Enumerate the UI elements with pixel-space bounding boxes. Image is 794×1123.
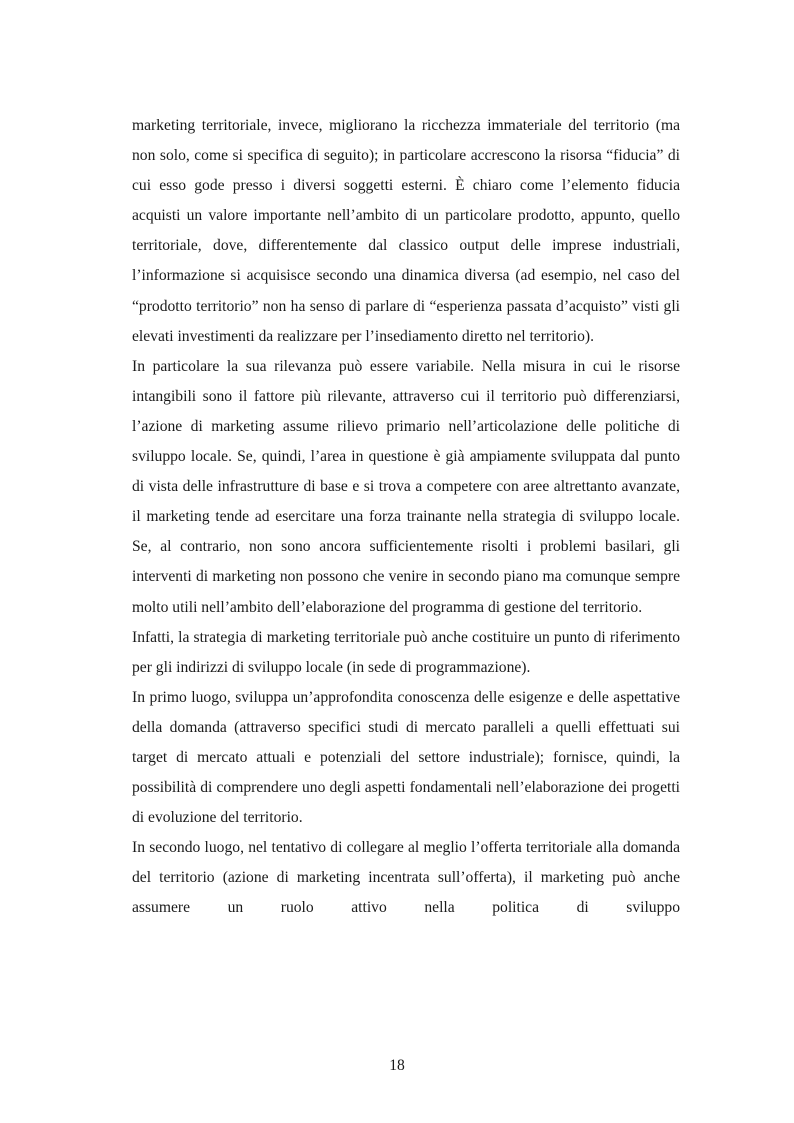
body-text: [132, 111, 680, 924]
paragraph-1: marketing territoriale, invece, migliorano la ricchezza immateriale del territorio (ma non solo, come si specifica di seguito); in particolare accrescono la risorsa “fiducia” di cui esso gode presso i diversi soggetti esterni. È chiaro come l’elemento fiducia acquisti un valore importante nell’ambito di un particolare prodotto, appunto, quello territoriale, dove, differentemente dal classico output delle imprese industriali, l’informazione si acquisisce secondo una dinamica diversa (ad esempio, nel caso del “prodotto territorio” non ha senso di parlare di “esperienza passata d’acquisto” visti gli elevati investimenti da realizzare per l’insediamento diretto nel territorio).: [132, 117, 680, 345]
paragraph-5: In secondo luogo, nel tentativo di collegare al meglio l’offerta territoriale alla domanda del territorio (azione di marketing incentrata sull’offerta), il marketing può anche assumere un ruolo attivo nella politica di sviluppo: [132, 839, 680, 917]
paragraph-3: Infatti, la strategia di marketing territoriale può anche costituire un punto di riferimento per gli indirizzi di sviluppo locale (in sede di programmazione).: [132, 628, 680, 676]
paragraph-4: In primo luogo, sviluppa un’approfondita conoscenza delle esigenze e delle aspettative della domanda (attraverso specifici studi di mercato paralleli a quelli effettuati sui target di mercato attuali e potenziali del settore industriale); fornisce, quindi, la possibilità di comprendere uno degli aspetti fondamentali nell’elaborazione dei progetti di evoluzione del territorio.: [132, 688, 680, 827]
page-number: 18: [389, 1057, 405, 1074]
paragraph-2: In particolare la sua rilevanza può essere variabile. Nella misura in cui le risorse intangibili sono il fattore più rilevante, attraverso cui il territorio può differenziarsi, l’azione di marketing assume rilievo primario nell’articolazione delle politiche di sviluppo locale. Se, quindi, l’area in questione è già ampiamente sviluppata dal punto di vista delle infrastrutture di base e si trova a competere con aree altrettanto avanzate, il marketing tende ad esercitare una forza trainante nella strategia di sviluppo locale. Se, al contrario, non sono ancora sufficientemente risolti i problemi basilari, gli interventi di marketing non possono che venire in secondo piano ma comunque sempre molto utili nell’ambito dell’elaborazione del programma di gestione del territorio.: [132, 357, 680, 616]
